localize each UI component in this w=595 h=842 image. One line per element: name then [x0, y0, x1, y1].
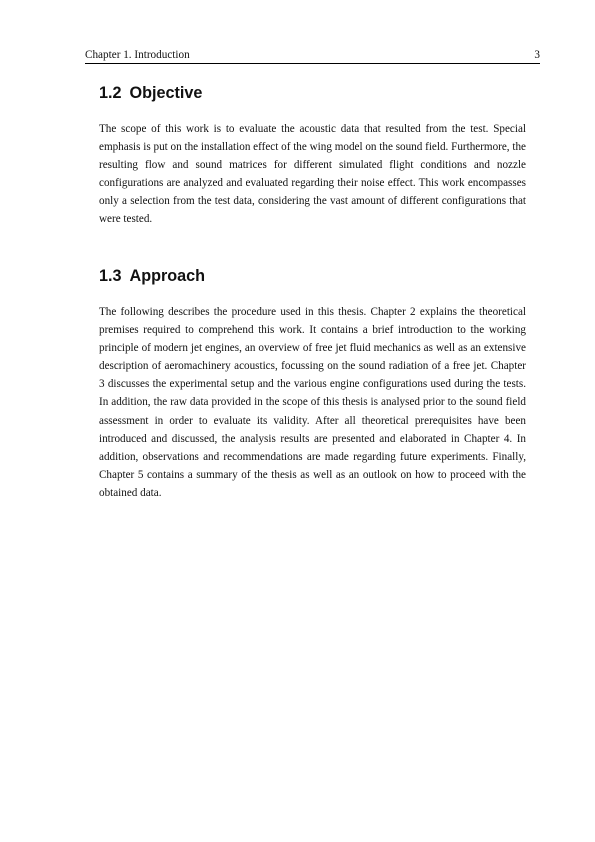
running-head-chapter: Chapter 1. Introduction — [85, 49, 190, 61]
section-objective-heading — [99, 83, 526, 103]
running-head — [85, 48, 540, 64]
section-number: 1.3 — [99, 267, 122, 285]
section-title: Approach — [129, 267, 206, 285]
section-heading — [99, 266, 526, 286]
section-heading — [99, 83, 526, 103]
approach-paragraph: The following describes the procedure used in this thesis. Chapter 2 explains the theoretical premises required to comprehend this work. It contains a brief introduction to the working principle of modern jet engines, an overview of free jet fluid mechanics as well as an extensive description of aeromachinery acoustics, focussing on the sound radiation of a free jet. Chapter 3 discusses the experimental setup and the various engine configurations used during the tests. In addition, the raw data provided in the scope of this thesis is analysed prior to the sound field assessment in order to evaluate its validity. After all theoretical prerequisites have been introduced and discussed, the analysis results are presented and elaborated in Chapter 4. In addition, observations and recommendations are made regarding future experiments. Finally, Chapter 5 contains a summary of the thesis as well as an outlook on how to proceed with the obtained data. — [99, 306, 526, 499]
page-number: 3 — [534, 49, 540, 61]
section-number: 1.2 — [99, 84, 122, 102]
objective-paragraph: The scope of this work is to evaluate the acoustic data that resulted from the test. Special emphasis is put on the installation effect of the wing model on the sound field. Furthermore, the resulting flow and sound matrices for different simulated flight conditions and nozzle configurations are analyzed and evaluated regarding their noise effect. This work encompasses only a selection from the test data, considering the vast amount of different configurations that were tested. — [99, 123, 526, 226]
section-title: Objective — [129, 84, 203, 102]
section-approach-heading — [99, 266, 526, 286]
